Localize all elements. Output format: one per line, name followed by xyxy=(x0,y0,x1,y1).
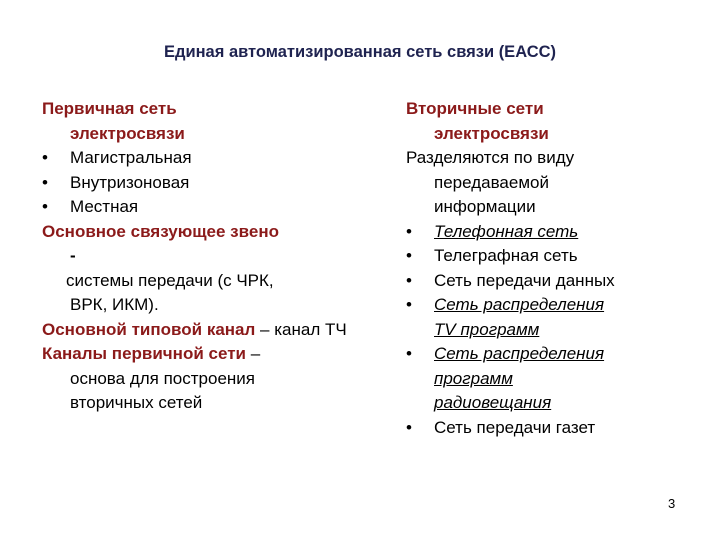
secondary-network-heading-cont: электросвязи xyxy=(434,123,549,143)
list-item-cont: TV программ xyxy=(434,319,540,339)
bullet-icon: • xyxy=(42,148,48,167)
left-column xyxy=(42,97,352,416)
list-item: • Сеть передачи газет xyxy=(406,416,706,441)
bullet-icon: • xyxy=(406,270,412,290)
list-item: • Сеть передачи данных xyxy=(406,269,706,294)
channel-line: Основной типовой канал – канал ТЧ xyxy=(42,319,347,339)
intro-text-cont: информации xyxy=(434,197,536,216)
intro-text: Разделяются по виду xyxy=(406,148,575,167)
primary-network-heading-cont: электросвязи xyxy=(70,123,185,143)
list-item: • Телеграфная сеть xyxy=(406,244,706,269)
list-item: • Телефонная сеть xyxy=(406,220,706,245)
list-item: • Внутризоновая xyxy=(42,171,352,196)
bullet-icon: • xyxy=(42,172,48,192)
bullet-icon: • xyxy=(406,295,412,314)
link-label: Основное связующее звено xyxy=(42,221,279,241)
channels-line: Каналы первичной сети – xyxy=(42,344,261,363)
list-item-cont: радиовещания xyxy=(434,393,552,412)
page-number: 3 xyxy=(668,496,676,511)
dash: - xyxy=(70,246,76,265)
list-item: • Магистральная xyxy=(42,146,352,171)
systems-text-cont: ВРК, ИКМ). xyxy=(70,295,159,314)
right-column xyxy=(406,97,706,440)
bullet-icon: • xyxy=(406,246,412,265)
list-item: • Сеть распределения xyxy=(406,293,706,318)
primary-network-heading: Первичная сеть xyxy=(42,99,177,118)
list-item: • Местная xyxy=(42,195,352,220)
channels-text: основа для построения xyxy=(70,368,255,388)
channels-text-cont: вторичных сетей xyxy=(70,393,203,412)
bullet-icon: • xyxy=(406,344,412,363)
page-title: Единая автоматизированная сеть связи (ЕАСС) xyxy=(163,43,557,61)
list-item: • Сеть распределения xyxy=(406,342,706,367)
systems-text: системы передачи (с ЧРК, xyxy=(66,270,274,290)
intro-text-cont: передаваемой xyxy=(434,172,549,192)
list-item-cont: программ xyxy=(434,368,513,388)
secondary-network-heading: Вторичные сети xyxy=(406,99,544,118)
bullet-icon: • xyxy=(42,197,48,216)
bullet-icon: • xyxy=(406,417,412,437)
bullet-icon: • xyxy=(406,221,412,241)
